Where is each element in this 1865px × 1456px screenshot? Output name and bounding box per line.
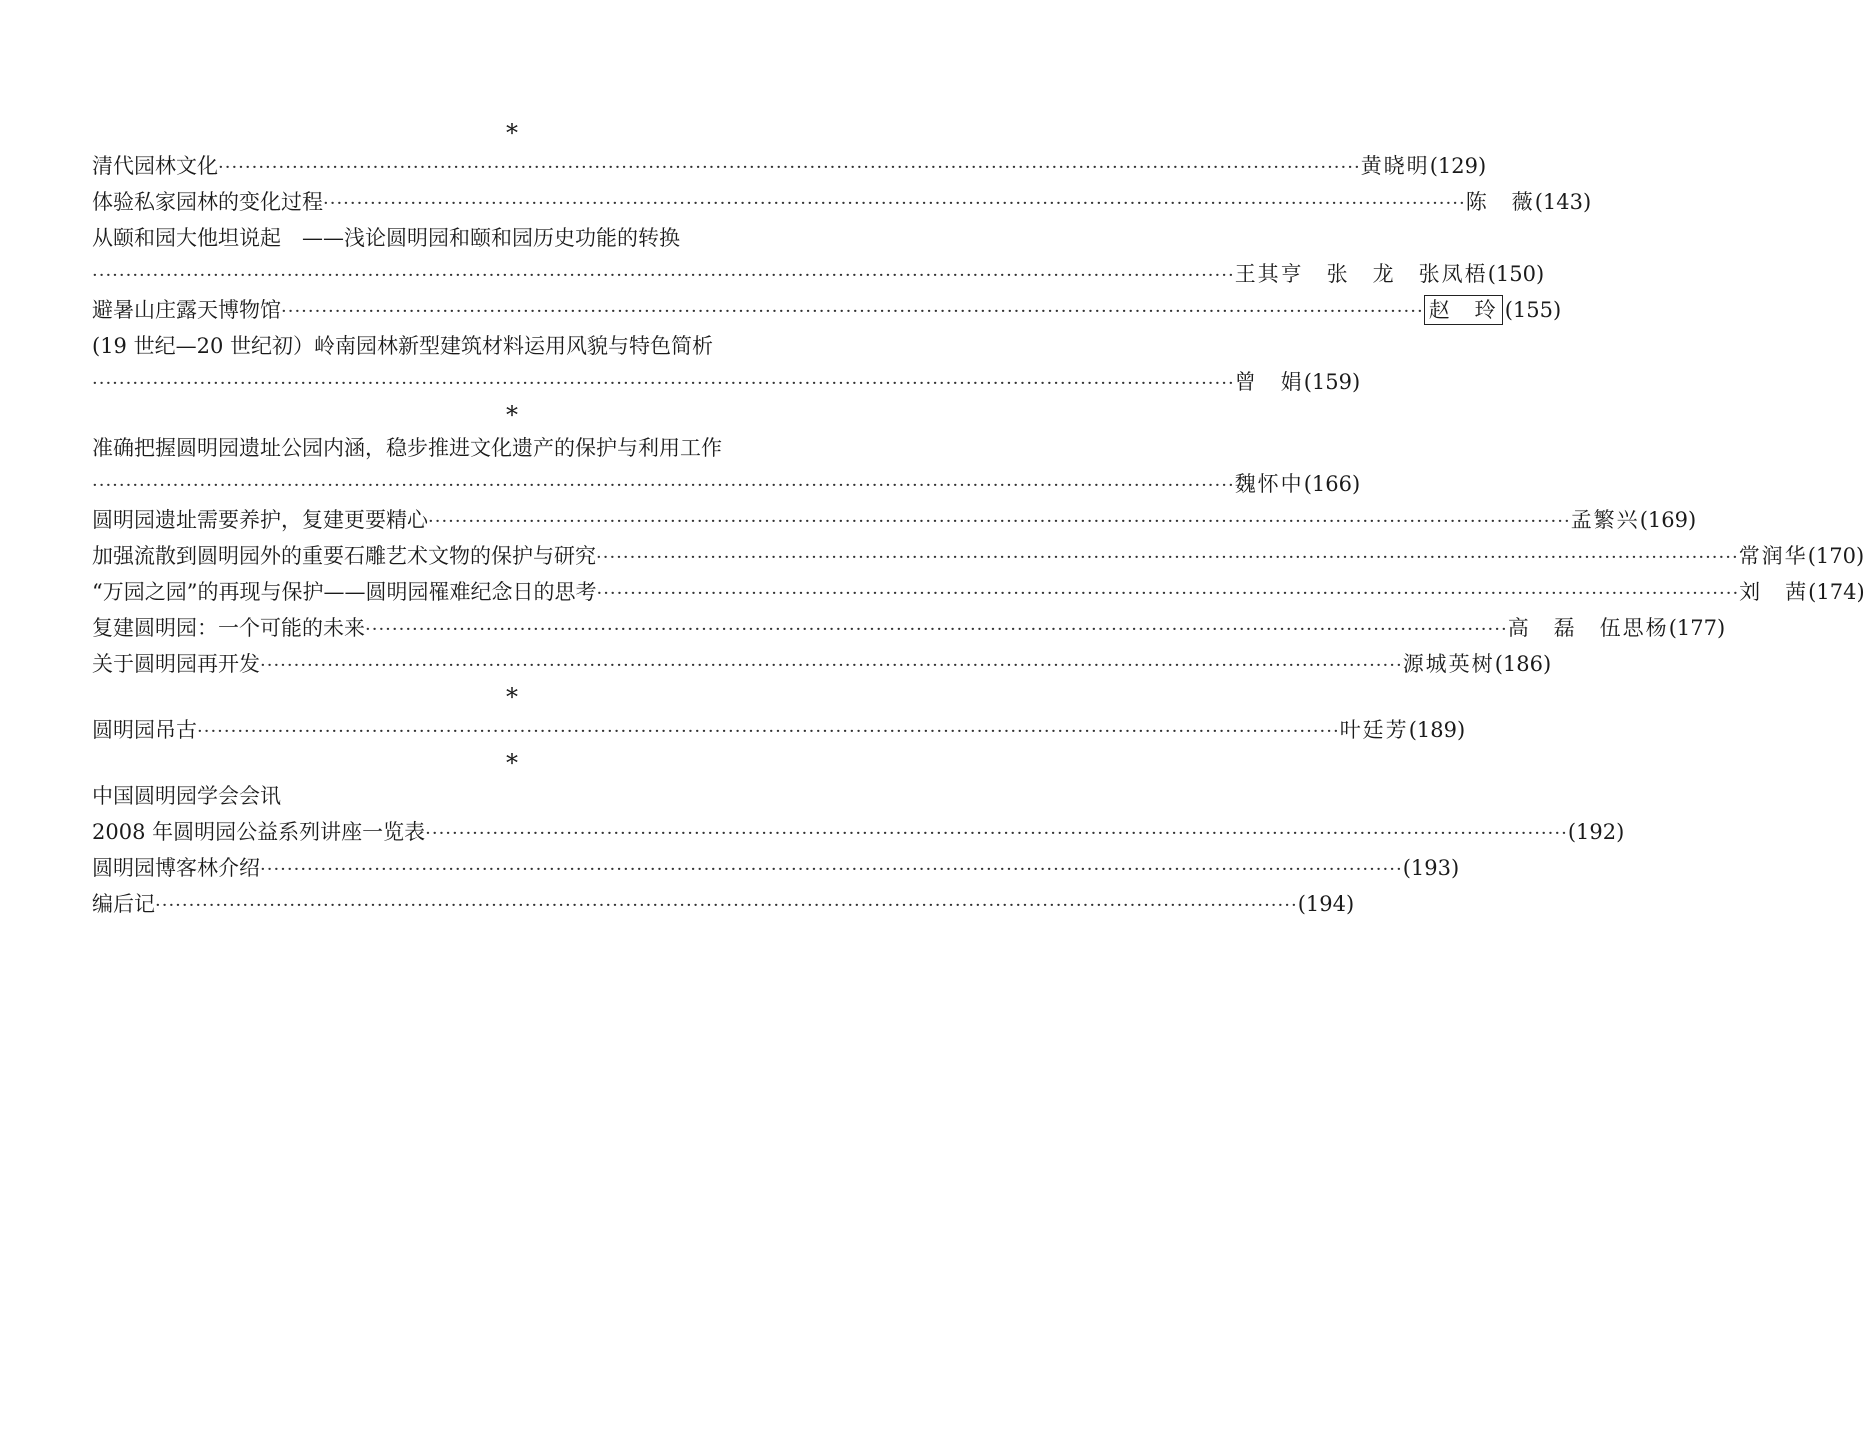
entry-title: 清代园林文化 bbox=[92, 154, 218, 178]
entry-title: 2008 年圆明园公益系列讲座一览表 bbox=[92, 820, 426, 844]
dot-leader: ·········································································································································································· bbox=[365, 619, 1508, 640]
entry-title: 编后记 bbox=[92, 892, 155, 916]
toc-entry-title-line bbox=[92, 220, 926, 256]
entry-title: 避暑山庄露天博物馆 bbox=[92, 298, 281, 322]
entry-page-number: (177) bbox=[1668, 616, 1726, 640]
dot-leader: ·········································································································································································· bbox=[92, 265, 1235, 286]
entry-author: 常润华 bbox=[1738, 544, 1808, 568]
entry-author: 孟繁兴 bbox=[1570, 508, 1640, 532]
toc-entry bbox=[92, 610, 1726, 646]
section-separator-star: * bbox=[506, 401, 518, 429]
section-separator-star: * bbox=[506, 683, 518, 711]
entry-page-number: (143) bbox=[1534, 190, 1592, 214]
entry-title: 体验私家园林的变化过程 bbox=[92, 190, 323, 214]
toc-entry bbox=[92, 184, 1592, 220]
entry-author: 王其亨 张 龙 张凤梧 bbox=[1234, 262, 1488, 286]
dot-leader: ·········································································································································································· bbox=[596, 583, 1740, 604]
dot-leader: ·········································································································································································· bbox=[218, 157, 1361, 178]
dot-leader: ·········································································································································································· bbox=[92, 475, 1235, 496]
dot-leader: ·········································································································································································· bbox=[260, 859, 1403, 880]
entry-page-number: (169) bbox=[1639, 508, 1697, 532]
toc-entry bbox=[92, 646, 1552, 682]
entry-author: 黄晓明 bbox=[1360, 154, 1430, 178]
dot-leader: ·········································································································································································· bbox=[281, 301, 1424, 322]
entry-page-number: (192) bbox=[1567, 820, 1625, 844]
entry-page-number: (129) bbox=[1429, 154, 1487, 178]
dot-leader: ·········································································································································································· bbox=[596, 547, 1739, 568]
toc-entry bbox=[92, 850, 1460, 886]
entry-page-number: (159) bbox=[1303, 370, 1361, 394]
entry-author: 曾 娟 bbox=[1234, 370, 1304, 394]
toc-section-heading bbox=[92, 778, 926, 814]
entry-page-number: (150) bbox=[1487, 262, 1545, 286]
entry-title: (19 世纪—20 世纪初）岭南园林新型建筑材料运用风貌与特色简析 bbox=[92, 334, 713, 358]
entry-page-number: (194) bbox=[1297, 892, 1355, 916]
entry-title: 关于圆明园再开发 bbox=[92, 652, 260, 676]
entry-title: 准确把握圆明园遗址公园内涵，稳步推进文化遗产的保护与利用工作 bbox=[92, 436, 722, 460]
toc-entry bbox=[92, 574, 1865, 610]
entry-author-boxed: 赵 玲 bbox=[1424, 295, 1503, 325]
entry-title: “万园之园”的再现与保护——圆明园罹难纪念日的思考 bbox=[92, 580, 597, 604]
entry-author: 叶廷芳 bbox=[1339, 718, 1409, 742]
entry-page-number: (174) bbox=[1808, 580, 1865, 604]
entry-author: 高 磊 伍思杨 bbox=[1507, 616, 1669, 640]
entry-title: 圆明园遗址需要养护，复建更要精心 bbox=[92, 508, 428, 532]
entry-page-number: (155) bbox=[1504, 298, 1562, 322]
toc-entry bbox=[92, 712, 1466, 748]
entry-page-number: (189) bbox=[1408, 718, 1466, 742]
dot-leader: ·········································································································································································· bbox=[425, 823, 1568, 844]
toc-entry bbox=[92, 502, 1697, 538]
entry-author: 陈 薇 bbox=[1465, 190, 1535, 214]
entry-author: 魏怀中 bbox=[1234, 472, 1304, 496]
entry-page-number: (170) bbox=[1807, 544, 1865, 568]
entry-title: 加强流散到圆明园外的重要石雕艺术文物的保护与研究 bbox=[92, 544, 596, 568]
toc-entry-leader-line bbox=[92, 364, 1361, 400]
toc-entry-leader-line bbox=[92, 256, 1545, 292]
entry-page-number: (186) bbox=[1494, 652, 1552, 676]
toc-entry bbox=[92, 148, 1487, 184]
entry-title: 圆明园吊古 bbox=[92, 718, 197, 742]
entry-page-number: (193) bbox=[1402, 856, 1460, 880]
entry-title: 圆明园博客林介绍 bbox=[92, 856, 260, 880]
dot-leader: ·········································································································································································· bbox=[428, 511, 1571, 532]
entry-author: 刘 茜 bbox=[1739, 580, 1809, 604]
toc-entry bbox=[92, 538, 1865, 574]
entry-author: 源城英树 bbox=[1402, 652, 1495, 676]
entry-page-number: (166) bbox=[1303, 472, 1361, 496]
dot-leader: ·········································································································································································· bbox=[92, 373, 1235, 394]
dot-leader: ·········································································································································································· bbox=[197, 721, 1340, 742]
toc-entry-title-line bbox=[92, 328, 926, 364]
section-separator-star: * bbox=[506, 119, 518, 147]
entry-title: 复建圆明园：一个可能的未来 bbox=[92, 616, 365, 640]
dot-leader: ·········································································································································································· bbox=[323, 193, 1466, 214]
section-heading-title: 中国圆明园学会会讯 bbox=[92, 784, 281, 808]
table-of-contents bbox=[92, 118, 1865, 922]
toc-entry-title-line bbox=[92, 430, 926, 466]
toc-entry bbox=[92, 886, 1355, 922]
toc-entry bbox=[92, 292, 1562, 328]
entry-title: 从颐和园大他坦说起 ——浅论圆明园和颐和园历史功能的转换 bbox=[92, 226, 680, 250]
toc-entry bbox=[92, 814, 1625, 850]
dot-leader: ·········································································································································································· bbox=[260, 655, 1403, 676]
toc-entry-leader-line bbox=[92, 466, 1361, 502]
section-separator-star: * bbox=[506, 749, 518, 777]
dot-leader: ·········································································································································································· bbox=[155, 895, 1298, 916]
